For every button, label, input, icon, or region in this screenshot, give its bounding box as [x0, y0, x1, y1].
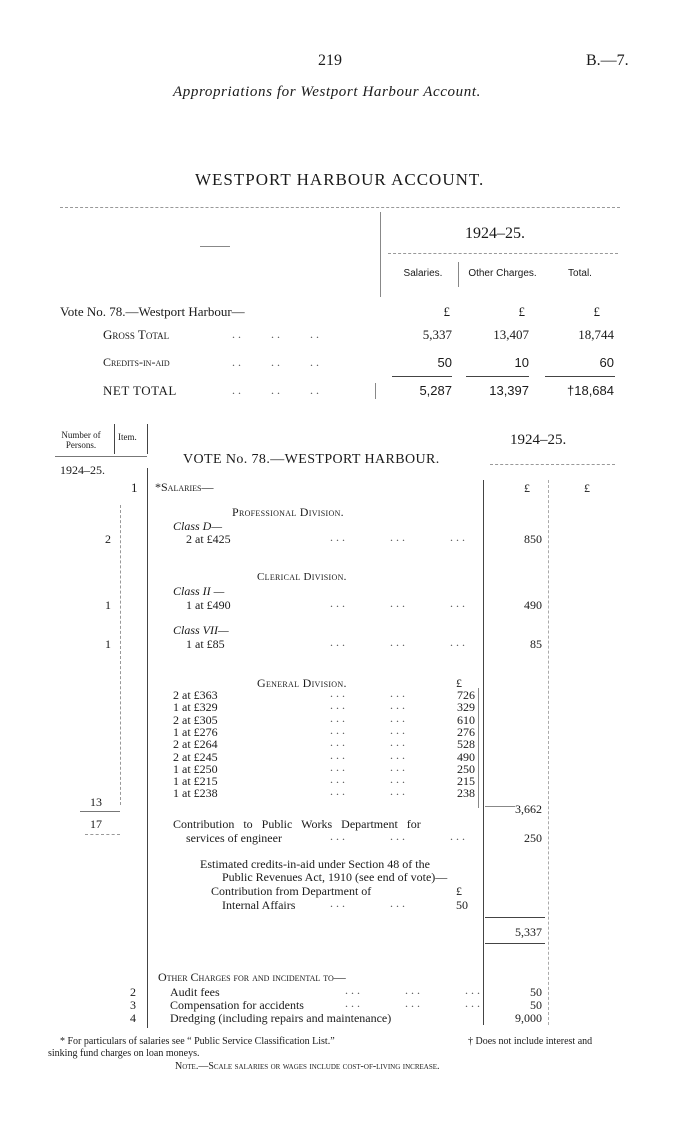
general-row-amount: 490 — [457, 749, 475, 764]
footnote-note: Note.—Scale salaries or wages include cost-of-living increase. — [175, 1061, 440, 1072]
rule-total — [545, 376, 615, 377]
other-charge-item-number: 3 — [130, 998, 136, 1012]
net-total-total: †18,684 — [567, 383, 614, 398]
net-total-label: NET TOTAL — [103, 383, 177, 398]
net-total-other: 13,397 — [489, 383, 529, 398]
persons-header-rule — [55, 456, 147, 457]
class-d-persons: 2 — [105, 532, 111, 546]
general-row-amount: 250 — [457, 761, 475, 776]
other-charge-amount: 9,000 — [515, 1011, 542, 1025]
class-d-heading: Class D— — [173, 519, 223, 533]
detail-year: 1924–25. — [510, 432, 567, 448]
other-charge-amount: 50 — [530, 985, 542, 999]
general-row-label: 2 at £264 — [173, 737, 218, 752]
general-division-heading: General Division. — [257, 676, 347, 690]
summary-divider — [380, 212, 381, 297]
net-total-tick — [375, 383, 376, 399]
general-row-dots: ... ... — [330, 759, 408, 774]
currency-other: £ — [518, 304, 525, 319]
credits-line-1: Estimated credits-in-aid under Section 48 of the — [200, 857, 430, 871]
general-row-label: 1 at £250 — [173, 761, 218, 776]
class-ii-amount: 490 — [524, 598, 542, 612]
persons-header: Number of Persons. — [61, 430, 101, 450]
general-row-dots: ... ... — [330, 722, 408, 737]
salaries-heading: *Salaries— — [155, 480, 214, 494]
net-total-dots: . . . . . . — [232, 383, 319, 397]
credits-line-3: Contribution from Department of — [211, 884, 372, 898]
column-divider — [458, 262, 459, 287]
general-row-amount: 276 — [457, 724, 475, 739]
credits-line-4: Internal Affairs — [222, 898, 296, 912]
salaries-total-underline — [485, 943, 545, 944]
column-header-salaries: Salaries. — [403, 268, 443, 279]
clerical-division-heading: Clerical Division. — [257, 571, 347, 583]
general-row-dots: ... ... — [330, 698, 408, 713]
class-d-amount: 850 — [524, 532, 542, 546]
salaries-total-rule — [485, 917, 545, 918]
credits-amount: 50 — [456, 898, 468, 912]
general-row-label: 1 at £276 — [173, 724, 218, 739]
class-d-dots: ... ... ... — [330, 530, 468, 544]
class-vii-persons: 1 — [105, 637, 111, 651]
other-charge-amount: 50 — [530, 998, 542, 1012]
gross-total-label: Gross Total — [103, 327, 170, 342]
professional-division-heading: Professional Division. — [232, 505, 344, 519]
general-row-label: 1 at £215 — [173, 774, 218, 789]
credits-line-2: Public Revenues Act, 1910 (see end of vote)— — [222, 870, 448, 884]
credits-dots: ... ... — [330, 896, 408, 910]
running-title: Appropriations for Westport Harbour Account. — [173, 84, 481, 100]
general-row-dots: ... ... — [330, 747, 408, 762]
class-vii-heading: Class VII— — [173, 623, 229, 637]
footnote-continuation: sinking fund charges on loan moneys. — [48, 1048, 200, 1059]
general-row-dots: ... ... — [330, 784, 408, 799]
item-header: Item. — [118, 432, 137, 442]
account-title: WESTPORT HARBOUR ACCOUNT. — [195, 170, 485, 189]
class-ii-heading: Class II — — [173, 584, 225, 598]
column-header-total: Total. — [568, 268, 592, 279]
class-vii-amount: 85 — [530, 637, 542, 651]
credits-in-aid-salaries: 50 — [437, 355, 452, 370]
item-divider-top — [147, 424, 148, 454]
total-column-rule — [548, 480, 549, 1025]
contribution-dots: ... ... ... — [330, 829, 468, 843]
credits-in-aid-dots: . . . . . . — [232, 355, 319, 369]
class-vii-dots: ... ... ... — [330, 635, 468, 649]
general-row-amount: 329 — [457, 700, 475, 715]
credits-in-aid-total: 60 — [599, 355, 614, 370]
general-row-dots: ... ... — [330, 710, 408, 725]
other-charge-label: Dredging (including repairs and maintenance) — [170, 1011, 392, 1025]
gross-total-total: 18,744 — [578, 327, 614, 342]
general-row-amount: 726 — [457, 688, 475, 702]
general-row-dots: ... ... — [330, 772, 408, 787]
salaries-item-number: 1 — [131, 480, 138, 495]
detail-currency-2: £ — [584, 481, 590, 495]
persons-year: 1924–25. — [60, 463, 105, 477]
general-row-dots: ... ... — [330, 735, 408, 750]
table-top-rule — [60, 207, 620, 208]
persons-end-rule — [85, 834, 120, 835]
general-row-label: 1 at £329 — [173, 700, 218, 715]
general-persons: 13 — [90, 795, 102, 809]
gross-total-other: 13,407 — [493, 327, 529, 342]
currency-salaries: £ — [443, 304, 450, 319]
general-currency: £ — [456, 676, 462, 690]
salaries-total: 5,337 — [515, 925, 542, 939]
general-row-amount: 528 — [457, 737, 475, 752]
general-row-label: 2 at £363 — [173, 688, 218, 702]
contribution-line-2: services of engineer — [186, 831, 282, 845]
general-total: 3,662 — [515, 802, 542, 816]
credits-currency: £ — [456, 884, 462, 898]
page-number: 219 — [318, 52, 342, 69]
total-persons: 17 — [90, 817, 102, 831]
general-row-amount: 238 — [457, 786, 475, 801]
persons-column-rule — [120, 505, 121, 805]
amount-column-rule — [483, 480, 484, 1025]
other-charge-dots: ... ... ... — [345, 996, 483, 1010]
contribution-amount: 250 — [524, 831, 542, 845]
document-reference: B.—7. — [586, 52, 629, 69]
credits-in-aid-other: 10 — [514, 355, 529, 370]
other-charge-item-number: 2 — [130, 985, 136, 999]
persons-item-divider — [114, 424, 115, 454]
detail-currency-1: £ — [524, 481, 530, 495]
net-total-salaries: 5,287 — [419, 383, 452, 398]
footnote-salaries: * For particulars of salaries see “ Public Service Classification List.” — [60, 1036, 335, 1047]
rule-other — [466, 376, 529, 377]
header-dash — [200, 246, 230, 247]
class-ii-persons: 1 — [105, 598, 111, 612]
summary-year: 1924–25. — [465, 225, 525, 242]
class-ii-line: 1 at £490 — [186, 598, 231, 612]
item-column-rule — [147, 468, 148, 1028]
general-row-label: 1 at £238 — [173, 786, 218, 801]
gross-total-salaries: 5,337 — [422, 327, 452, 342]
contribution-line-1: Contribution to Public Works Department for — [173, 817, 421, 831]
credits-in-aid-label: Credits-in-aid — [103, 355, 170, 369]
class-ii-dots: ... ... ... — [330, 596, 468, 610]
general-row-amount: 610 — [457, 712, 475, 727]
general-row-dots: ... ... — [330, 686, 408, 700]
footnote-dagger: † Does not include interest and — [468, 1036, 593, 1047]
persons-total-rule — [80, 811, 120, 812]
other-charge-label: Audit fees — [170, 985, 220, 999]
other-charges-heading: Other Charges for and incidental to— — [158, 970, 346, 984]
year-rule — [388, 253, 618, 254]
vote-title: VOTE No. 78.—WESTPORT HARBOUR. — [183, 452, 440, 467]
class-d-line: 2 at £425 — [186, 532, 231, 546]
general-row-label: 2 at £245 — [173, 749, 218, 764]
class-vii-line: 1 at £85 — [186, 637, 225, 651]
general-subtotal-rule — [478, 688, 479, 808]
other-charge-label: Compensation for accidents — [170, 998, 304, 1012]
other-charge-dots: ... ... ... — [345, 983, 483, 997]
other-charge-item-number: 4 — [130, 1011, 136, 1025]
general-row-amount: 215 — [457, 774, 475, 789]
vote-label: Vote No. 78.—Westport Harbour— — [60, 304, 245, 319]
currency-total: £ — [593, 304, 600, 319]
gross-total-dots: . . . . . . — [232, 327, 319, 341]
general-row-label: 2 at £305 — [173, 712, 218, 727]
detail-year-rule — [490, 464, 615, 465]
rule-salaries — [392, 376, 452, 377]
column-header-other-charges: Other Charges. — [468, 268, 537, 279]
